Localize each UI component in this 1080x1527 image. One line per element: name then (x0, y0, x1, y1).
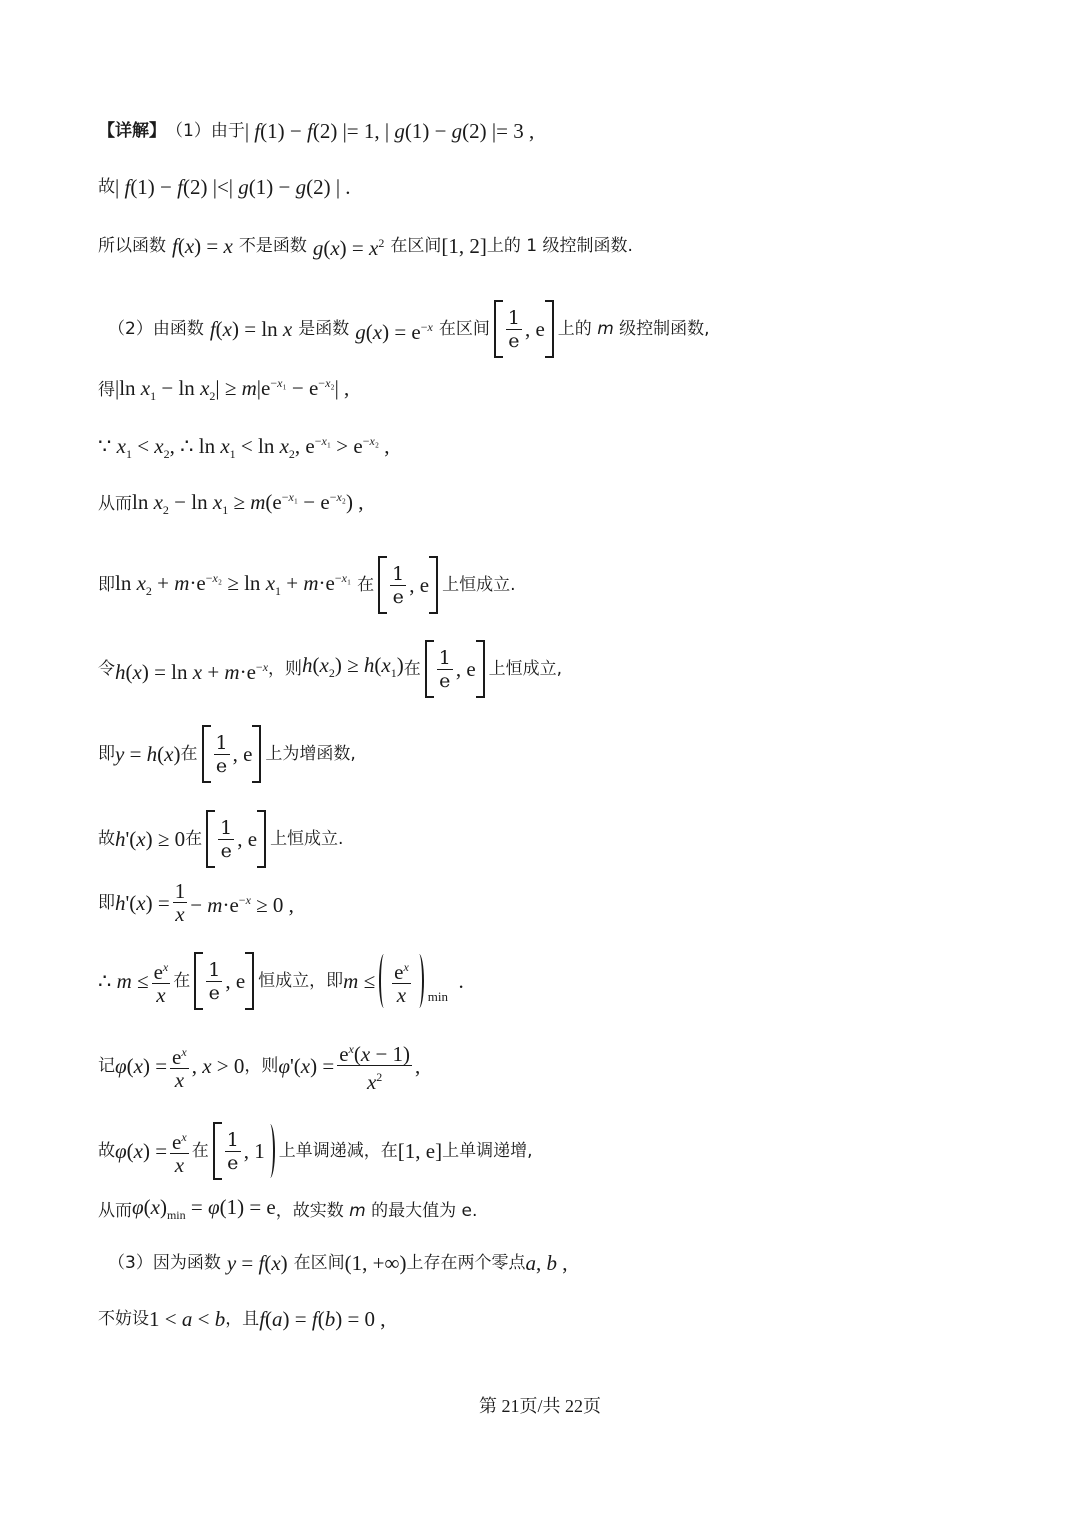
solution-line-16: 从而 $\varphi(x)_{min} = \varphi(1) = e$ ，故实数 m 的最大值为 e. (98, 1195, 478, 1223)
solution-line-6: ∵ $x_1 < x_2$, ∴ $\ln x_1 < \ln x_2$, $e^{-x_1} > e^{-x_2}$ , (98, 434, 390, 462)
solution-line-10: 即 y = h(x) 在 $\frac{1}{e}$ , e 上为增函数, (98, 725, 356, 783)
solution-line-9: 令 $h(x) = \ln x + m\cdot e^{-x}$ ，则 $h(x_2) \ge h(x_1)$ 在 $\frac{1}{e}$ , e 上恒成立, (98, 640, 562, 698)
solution-line-11: 故 h'(x) ≥ 0 在 $\frac{1}{e}$ , e 上恒成立. (98, 810, 343, 868)
solution-line-4: （2）由函数 f(x) = ln x 是函数 $g(x) = e^{-x}$ 在区间 $\frac{1}{e}$ , e 上的 m 级控制函数, (108, 300, 710, 358)
solution-line-17: （3）因为函数 y = f(x) 在区间 (1, +∞) 上存在两个零点 a, b , (108, 1251, 568, 1275)
solution-line-8: 即 $\ln x_2 + m\cdot e^{-x_2} \ge \ln x_1 + m\cdot e^{-x_1}$ 在 $\frac{1}{e}$ , e 上恒成立. (98, 556, 515, 614)
solution-line-7: 从而 $\ln x_2 - \ln x_1 \ge m(e^{-x_1} - e^{-x_2})$ , (98, 490, 364, 518)
solution-line-13: ∴ m ≤ $\frac{e^x}{x}$ 在 $\frac{1}{e}$ , e 恒成立，即 m ≤ $\frac{e^x}{x}$ min . (98, 952, 464, 1010)
solution-line-14: 记 φ(x) = $\frac{e^x}{x}$ , x > 0 ，则 φ'(x) = $\frac{e^x(x - 1)}{x^2}$ , (98, 1038, 420, 1093)
solution-line-3: 所以函数 f(x) = x 不是函数 $g(x) = x^2$ 在区间 [1, 2] 上的 1 级控制函数. (98, 233, 633, 260)
solution-line-1: 【详解】 （1）由于 | f(1) − f(2) |= 1, | g(1) − g(2) |= 3 , (98, 119, 535, 143)
solution-line-15: 故 φ(x) = $\frac{e^x}{x}$ 在 $\frac{1}{e}$ , 1 上单调递减，在 [1, e] 上单调递增, (98, 1122, 533, 1180)
solution-line-12: 即 h'(x) = $\frac{1}{x}$ − $m\cdot e^{-x} \ge 0$ , (98, 879, 294, 926)
page-footer: 第 21页/共 22页 (478, 1396, 601, 1416)
solution-line-18: 不妨设 1 < a < b ，且 f(a) = f(b) = 0 , (98, 1307, 386, 1331)
solution-line-5: 得 |ln $x_1 - \ln x_2| \ge m|e^{-x_1} - e^{-x_2}|$ , (98, 376, 350, 404)
solution-line-2: 故 | f(1) − f(2) |<| g(1) − g(2) | . (98, 175, 351, 199)
